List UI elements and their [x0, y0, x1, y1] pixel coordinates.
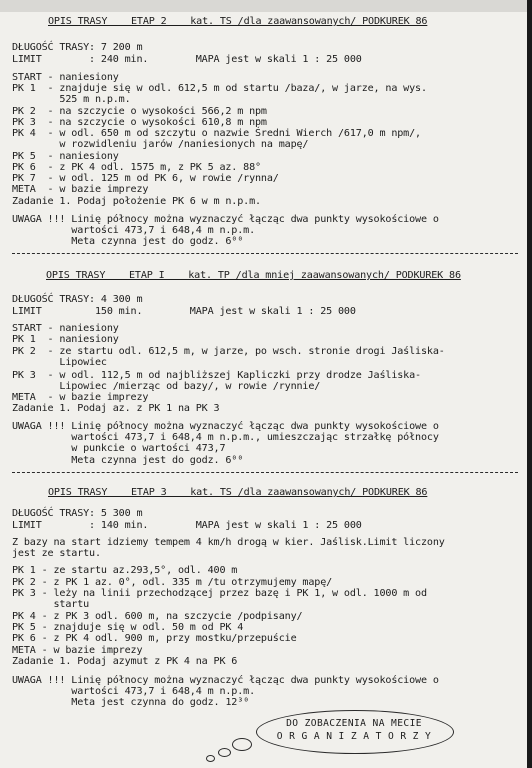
- section-2-note: UWAGA !!! Linię północy można wyznaczyć łącząc dwa punkty wysokościowe o: [12, 421, 439, 432]
- section-1-line: META - w bazie imprezy: [12, 184, 149, 195]
- section-1-line: START - naniesiony: [12, 72, 119, 83]
- section-1-note: UWAGA !!! Linię północy można wyznaczyć łącząc dwa punkty wysokościowe o: [12, 214, 439, 225]
- section-divider: [12, 253, 518, 254]
- section-3-line: PK 1 - ze startu az.293,5°, odl. 400 m: [12, 565, 238, 576]
- section-3-route-length: DŁUGOŚĆ TRASY: 5 300 m: [12, 508, 143, 519]
- section-2-line: START - naniesiony: [12, 323, 119, 334]
- section-1-note: wartości 473,7 i 648,4 m n.p.m.: [12, 225, 256, 236]
- section-2-line: PK 3 - w odl. 112,5 m od najbliższej Kapliczki przy drodze Jaśliska-: [12, 370, 421, 381]
- section-2-line: PK 2 - ze startu odl. 612,5 m, w jarze, po wsch. stronie drogi Jaśliska-: [12, 346, 445, 357]
- section-2-header: OPIS TRASY ETAP I kat. TP /dla mniej zaawansowanych/ PODKUREK 86: [46, 270, 461, 281]
- section-3-line: PK 5 - znajduje się w odl. 50 m od PK 4: [12, 622, 244, 633]
- section-1-line: PK 3 - na szczycie o wysokości 610,8 m npm: [12, 117, 267, 128]
- section-2-line: Lipowiec /mierząc od bazy/, w rowie /rynnie/: [12, 381, 321, 392]
- section-3-limit: LIMIT : 140 min. MAPA jest w skali 1 : 25 000: [12, 520, 362, 531]
- section-1-line: PK 2 - na szczycie o wysokości 566,2 m npm: [12, 106, 267, 117]
- section-3-line: PK 4 - z PK 3 odl. 600 m, na szczycie /podpisany/: [12, 611, 303, 622]
- section-3-line: PK 3 - leży na linii przechodzącej przez bazę i PK 1, w odl. 1000 m od: [12, 588, 427, 599]
- section-divider: [12, 472, 518, 473]
- section-3-line: PK 2 - z PK 1 az. 0°, odl. 335 m /tu otrzymujemy mapę/: [12, 577, 333, 588]
- section-1-task: Zadanie 1. Podaj położenie PK 6 w m n.p.m.: [12, 196, 261, 207]
- closing-line-2: O R G A N I Z A T O R Z Y: [276, 731, 432, 742]
- section-2-note: w punkcie o wartości 473,7: [12, 443, 226, 454]
- section-3-intro: jest ze startu.: [12, 548, 101, 559]
- section-1-limit: LIMIT : 240 min. MAPA jest w skali 1 : 25 000: [12, 54, 362, 65]
- section-1-route-length: DŁUGOŚĆ TRASY: 7 200 m: [12, 42, 143, 53]
- section-1-header: OPIS TRASY ETAP 2 kat. TS /dla zaawansowanych/ PODKUREK 86: [48, 16, 428, 27]
- section-2-limit: LIMIT 150 min. MAPA jest w skali 1 : 25 000: [12, 306, 356, 317]
- section-2-note: wartości 473,7 i 648,4 m n.p.m., umieszczając strzałkę północy: [12, 432, 439, 443]
- section-2-line: Lipowiec: [12, 357, 107, 368]
- section-2-line: PK 1 - naniesiony: [12, 334, 119, 345]
- scan-top-band: [0, 0, 532, 12]
- section-3-task: Zadanie 1. Podaj azymut z PK 4 na PK 6: [12, 656, 238, 667]
- section-3-note: Meta jest czynna do godz. 12³⁰: [12, 697, 250, 708]
- section-3-note: UWAGA !!! Linię północy można wyznaczyć łącząc dwa punkty wysokościowe o: [12, 675, 439, 686]
- section-1-line: w rozwidleniu jarów /naniesionych na mapę/: [12, 139, 309, 150]
- thought-bubble-large: [232, 738, 252, 751]
- section-3-line: startu: [12, 599, 90, 610]
- scan-right-edge: [527, 0, 532, 768]
- section-2-note: Meta czynna jest do godz. 6⁰⁰: [12, 455, 244, 466]
- section-1-line: PK 4 - w odl. 650 m od szczytu o nazwie Średni Wierch /617,0 m npm/,: [12, 128, 421, 139]
- section-2-task: Zadanie 1. Podaj az. z PK 1 na PK 3: [12, 403, 220, 414]
- section-3-line: META - w bazie imprezy: [12, 645, 143, 656]
- section-2-line: META - w bazie imprezy: [12, 392, 149, 403]
- section-1-line: PK 5 - naniesiony: [12, 151, 119, 162]
- closing-line-1: DO ZOBACZENIA NA MECIE: [286, 718, 422, 729]
- section-3-header: OPIS TRASY ETAP 3 kat. TS /dla zaawansowanych/ PODKUREK 86: [48, 487, 428, 498]
- section-2-route-length: DŁUGOŚĆ TRASY: 4 300 m: [12, 294, 143, 305]
- section-1-line: PK 7 - w odl. 125 m od PK 6, w rowie /rynna/: [12, 173, 279, 184]
- section-3-note: wartości 473,7 i 648,4 m n.p.m.: [12, 686, 256, 697]
- section-1-line: PK 1 - znajduje się w odl. 612,5 m od startu /baza/, w jarze, na wys.: [12, 83, 427, 94]
- section-1-note: Meta czynna jest do godz. 6⁰⁰: [12, 236, 244, 247]
- section-1-line: PK 6 - z PK 4 odl. 1575 m, z PK 5 az. 88°: [12, 162, 261, 173]
- section-3-line: PK 6 - z PK 4 odl. 900 m, przy mostku/przepuście: [12, 633, 297, 644]
- section-3-intro: Z bazy na start idziemy tempem 4 km/h drogą w kier. Jaślisk.Limit liczony: [12, 537, 445, 548]
- thought-bubble-medium: [218, 748, 231, 757]
- thought-bubble-small: [206, 755, 215, 762]
- section-1-line: 525 m n.p.m.: [12, 94, 131, 105]
